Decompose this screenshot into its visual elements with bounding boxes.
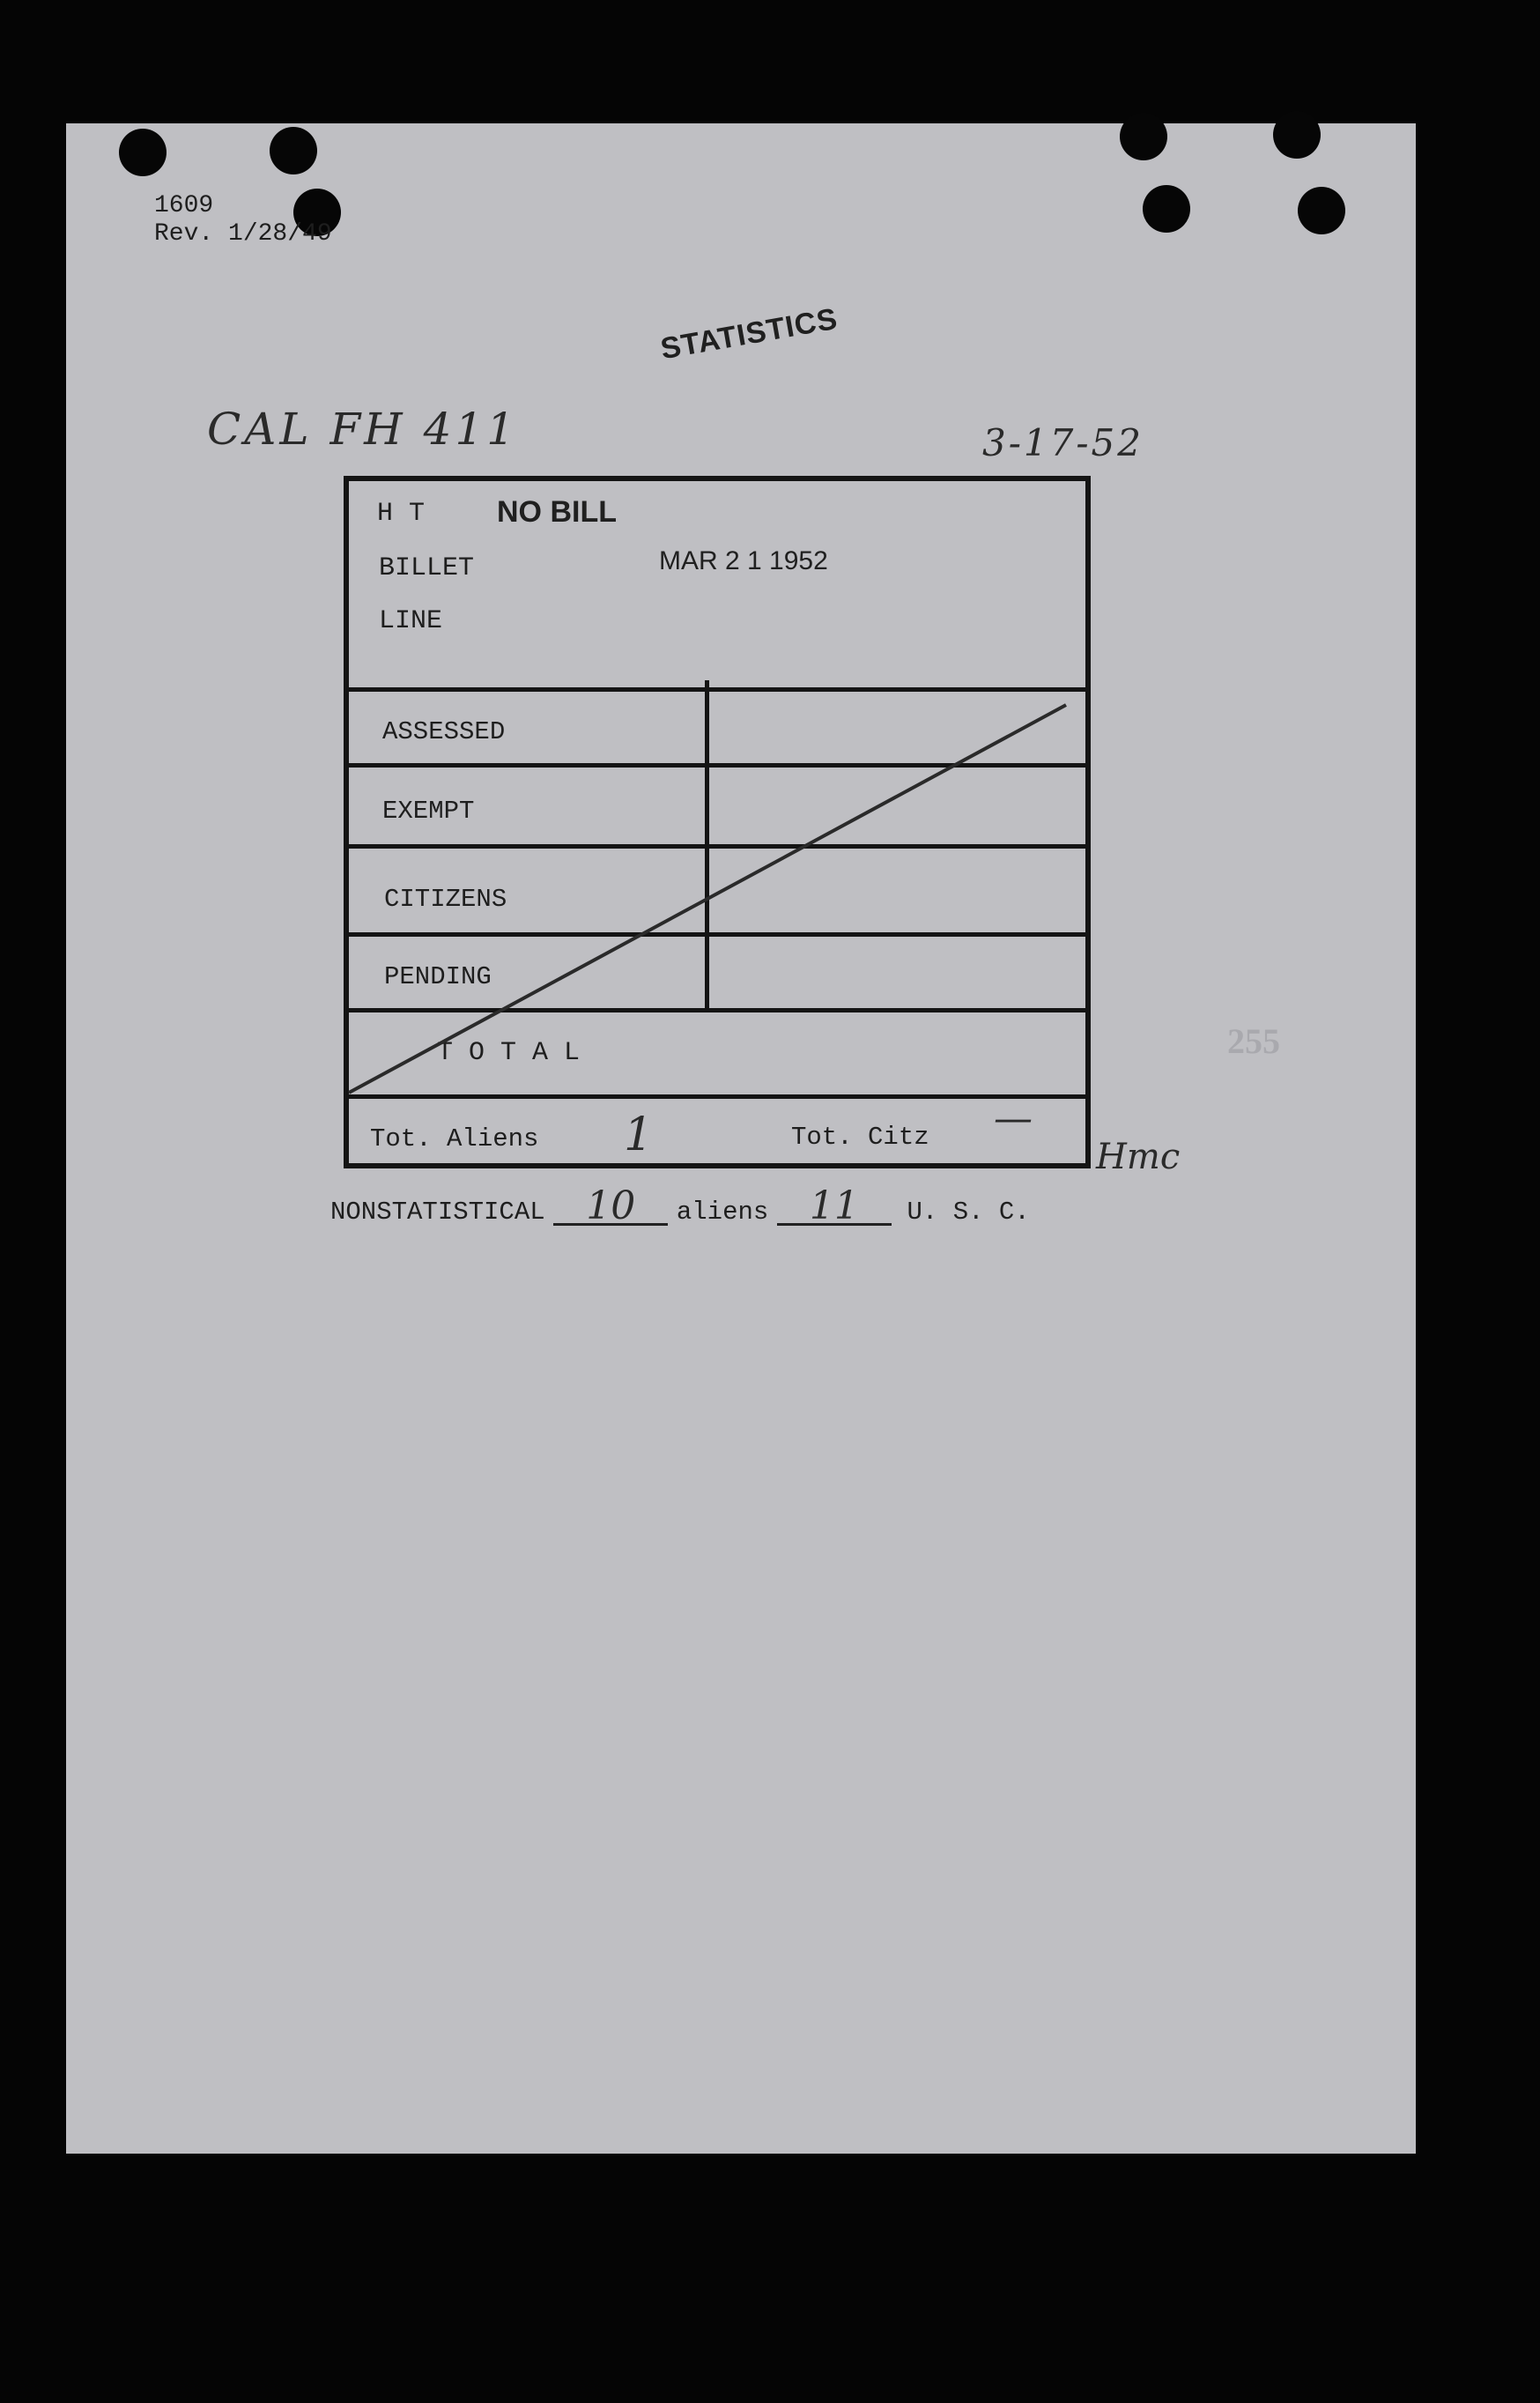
total-label: T O T A L [437, 1038, 581, 1068]
form-revision: Rev. 1/28/49 [154, 220, 332, 248]
tot-citz-value: — [994, 1096, 1033, 1141]
file-reference: CAL FH 411 [207, 404, 519, 455]
margin-number: 255 [1227, 1021, 1280, 1061]
punch-hole [1298, 187, 1345, 234]
nonstatistical-label: NONSTATISTICAL [330, 1198, 545, 1227]
ht-label: H T [377, 499, 426, 529]
no-bill-stamp: NO BILL [497, 495, 617, 529]
billet-label: BILLET [379, 553, 475, 583]
form-number: 1609 [154, 192, 214, 219]
tot-citz-label: Tot. Citz [791, 1123, 929, 1152]
date-stamp: MAR 2 1 1952 [659, 546, 828, 575]
statistics-stamp: STATISTICS [658, 301, 840, 367]
nonstatistical-aliens-value: 10 [553, 1190, 668, 1226]
tot-aliens-value: 1 [624, 1109, 654, 1161]
punch-hole [1143, 185, 1190, 233]
line-label: LINE [379, 606, 443, 636]
diagonal-strike-line [344, 476, 1091, 1168]
row-label-citizens: CITIZENS [384, 885, 507, 914]
nonstatistical-line [330, 1183, 1030, 1228]
initials: Hmc [1096, 1137, 1181, 1177]
statistics-form-box [344, 476, 1091, 1168]
tot-aliens-label: Tot. Aliens [370, 1124, 539, 1153]
punch-hole [119, 129, 167, 176]
punch-hole [270, 127, 317, 174]
usc-label: U. S. C. [907, 1198, 1030, 1227]
document-date: 3-17-52 [982, 421, 1144, 464]
row-label-pending: PENDING [384, 962, 492, 991]
punch-hole [1273, 111, 1321, 159]
punch-hole [1120, 113, 1167, 160]
aliens-label: aliens [676, 1198, 769, 1227]
row-label-exempt: EXEMPT [382, 797, 475, 826]
row-label-assessed: ASSESSED [382, 717, 506, 746]
nonstatistical-usc-value: 11 [777, 1190, 892, 1226]
